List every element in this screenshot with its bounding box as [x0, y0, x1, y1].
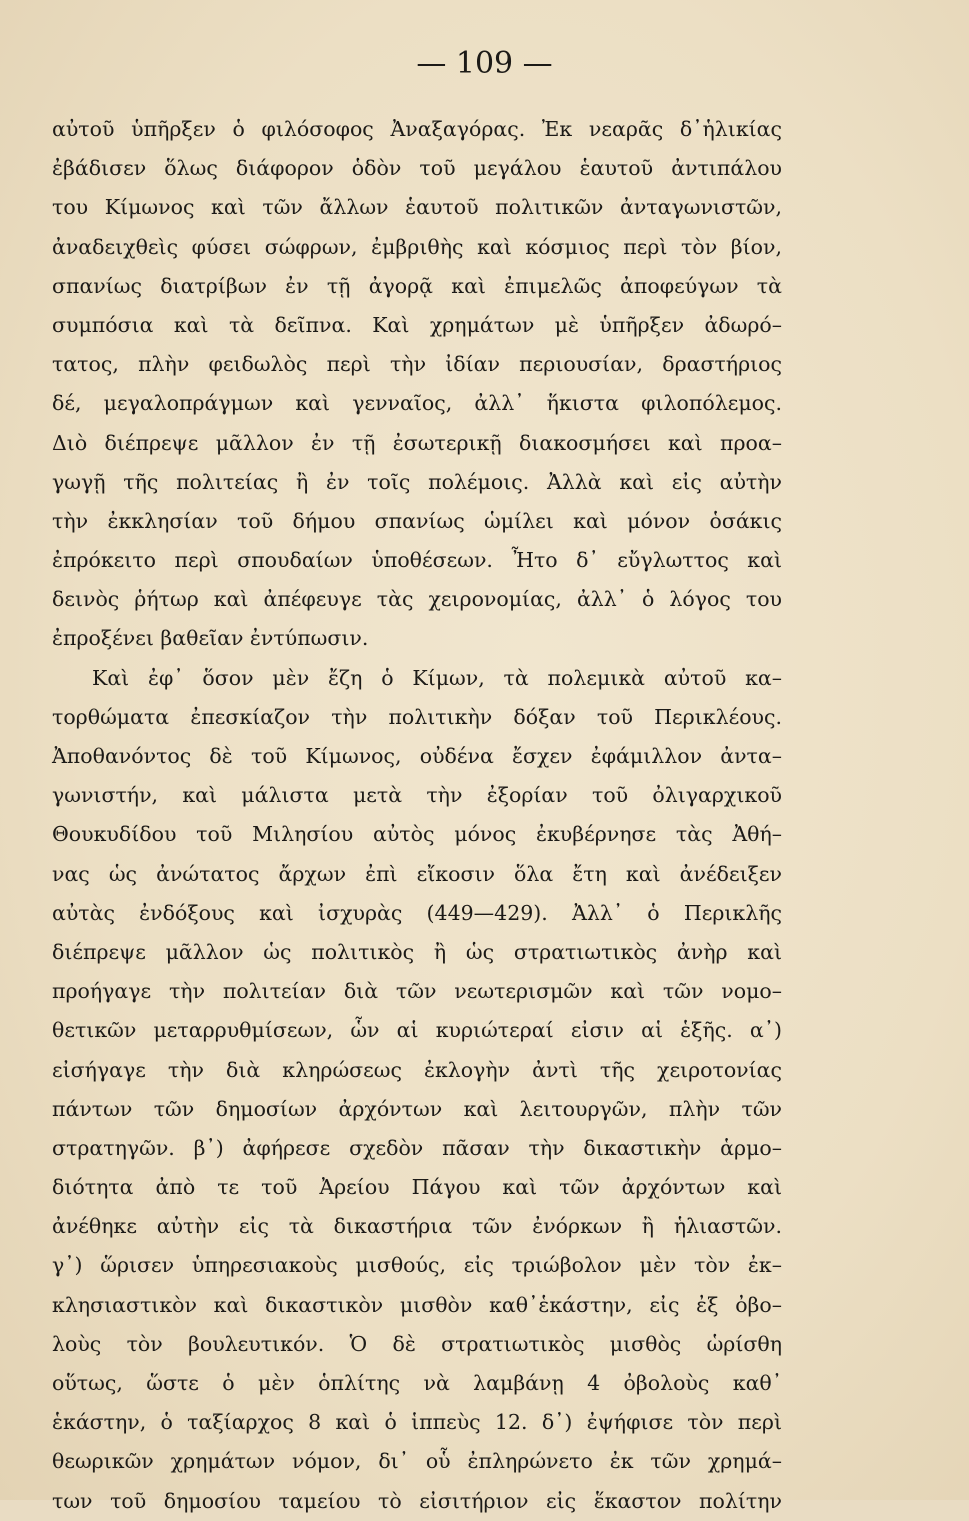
page-number: — 109 — — [416, 46, 553, 81]
text-line: ἀνέθηκε αὐτὴν εἰς τὰ δικαστήρια τῶν ἐνόρκων ἢ ἡλιαστῶν. — [52, 1214, 782, 1239]
text-line: Διὸ διέπρεψε μᾶλλον ἐν τῇ ἐσωτερικῇ διακοσμήσει καὶ προα– — [52, 430, 782, 455]
text-line: αὐτὰς ἐνδόξους καὶ ἰσχυρὰς (449—429). Ἀλλ᾽ ὁ Περικλῆς — [52, 900, 782, 925]
text-line: αὐτοῦ ὑπῆρξεν ὁ φιλόσοφος Ἀναξαγόρας. Ἐκ νεαρᾶς δ᾽ἡλικίας — [52, 117, 782, 141]
text-line: ἐπρόκειτο περὶ σπουδαίων ὑποθέσεων. Ἦτο δ᾽ εὔγλωττος καὶ — [52, 548, 782, 573]
text-line: ἀναδειχθεὶς φύσει σώφρων, ἐμβριθὴς καὶ κόσμιος περὶ τὸν βίον, — [52, 234, 782, 259]
text-line: Ἀποθανόντος δὲ τοῦ Κίμωνος, οὐδένα ἔσχεν ἐφάμιλλον ἀντα– — [52, 744, 782, 768]
text-line: ἐβάδισεν ὅλως διάφορον ὁδὸν τοῦ μεγάλου ἑαυτοῦ ἀντιπάλου — [52, 156, 782, 181]
text-line: ἐπροξένει βαθεῖαν ἐντύπωσιν. — [52, 626, 369, 651]
text-line: θετικῶν μεταρρυθμίσεων, ὧν αἱ κυριώτεραί εἰσιν αἱ ἑξῆς. α᾽) — [52, 1018, 782, 1043]
text-line: στρατηγῶν. β᾽) ἀφήρεσε σχεδὸν πᾶσαν τὴν δικαστικὴν ἁρμο– — [52, 1135, 782, 1160]
text-line: λοὺς τὸν βουλευτικόν. Ὁ δὲ στρατιωτικὸς μισθὸς ὡρίσθη — [52, 1331, 782, 1356]
text-line: τὴν ἐκκλησίαν τοῦ δήμου σπανίως ὡμίλει καὶ μόνον ὁσάκις — [52, 508, 782, 533]
text-line: σπανίως διατρίβων ἐν τῇ ἀγορᾷ καὶ ἐπιμελῶς ἀποφεύγων τὰ — [52, 273, 782, 298]
text-line: θεωρικῶν χρημάτων νόμον, δι᾽ οὗ ἐπληρώνετο ἐκ τῶν χρημά– — [52, 1449, 782, 1474]
text-line: ἑκάστην, ὁ ταξίαρχος 8 καὶ ὁ ἱππεὺς 12. δ᾽) ἐψήφισε τὸν περὶ — [52, 1410, 782, 1435]
text-line: τορθώματα ἐπεσκίαζον τὴν πολιτικὴν δόξαν τοῦ Περικλέους. — [52, 704, 782, 729]
text-line: πάντων τῶν δημοσίων ἀρχόντων καὶ λειτουργῶν, πλὴν τῶν — [52, 1096, 782, 1121]
text-line: δεινὸς ῥήτωρ καὶ ἀπέφευγε τὰς χειρονομίας, ἀλλ᾽ ὁ λόγος του — [52, 587, 782, 612]
text-line: Καὶ ἐφ᾽ ὅσον μὲν ἔζη ὁ Κίμων, τὰ πολεμικὰ αὐτοῦ κα– — [92, 665, 782, 690]
body-text — [52, 110, 782, 1521]
text-line: γωγῇ τῆς πολιτείας ἢ ἐν τοῖς πολέμοις. Ἀλλὰ καὶ εἰς αὐτὴν — [52, 469, 782, 494]
text-line: οὕτως, ὥστε ὁ μὲν ὁπλίτης νὰ λαμβάνῃ 4 ὀβολοὺς καθ᾽ — [52, 1371, 782, 1395]
text-line: Θουκυδίδου τοῦ Μιλησίου αὐτὸς μόνος ἐκυβέρνησε τὰς Ἀθή– — [52, 822, 782, 847]
text-line: γωνιστήν, καὶ μάλιστα μετὰ τὴν ἐξορίαν τοῦ ὀλιγαρχικοῦ — [52, 783, 782, 808]
text-line: νας ὡς ἀνώτατος ἄρχων ἐπὶ εἴκοσιν ὅλα ἔτη καὶ ἀνέδειξεν — [52, 861, 782, 886]
text-line: του Κίμωνος καὶ τῶν ἄλλων ἑαυτοῦ πολιτικῶν ἀνταγωνιστῶν, — [52, 195, 782, 220]
text-line: προήγαγε τὴν πολιτείαν διὰ τῶν νεωτερισμῶν καὶ τῶν νομο– — [52, 979, 782, 1004]
text-line: διότητα ἀπὸ τε τοῦ Ἀρείου Πάγου καὶ τῶν ἀρχόντων καὶ — [52, 1175, 782, 1200]
text-line: εἰσήγαγε τὴν διὰ κληρώσεως ἐκλογὴν ἀντὶ τῆς χειροτονίας — [52, 1057, 782, 1082]
text-line: κλησιαστικὸν καὶ δικαστικὸν μισθὸν καθ᾽ἑκάστην, εἰς ἐξ ὀβο– — [52, 1292, 782, 1317]
text-line: τατος, πλὴν φειδωλὸς περὶ τὴν ἰδίαν περιουσίαν, δραστήριος — [52, 352, 782, 377]
text-line: διέπρεψε μᾶλλον ὡς πολιτικὸς ἢ ὡς στρατιωτικὸς ἀνὴρ καὶ — [52, 939, 782, 964]
text-line: συμπόσια καὶ τὰ δεῖπνα. Καὶ χρημάτων μὲ ὑπῆρξεν ἀδωρό– — [52, 312, 782, 337]
text-line: των τοῦ δημοσίου ταμείου τὸ εἰσιτήριον εἰς ἕκαστον πολίτην — [52, 1488, 782, 1513]
text-line: γ᾽) ὥρισεν ὑπηρεσιακοὺς μισθούς, εἰς τριώβολον μὲν τὸν ἐκ– — [52, 1253, 782, 1278]
text-line: δέ, μεγαλοπράγμων καὶ γενναῖος, ἀλλ᾽ ἥκιστα φιλοπόλεμος. — [52, 391, 782, 416]
